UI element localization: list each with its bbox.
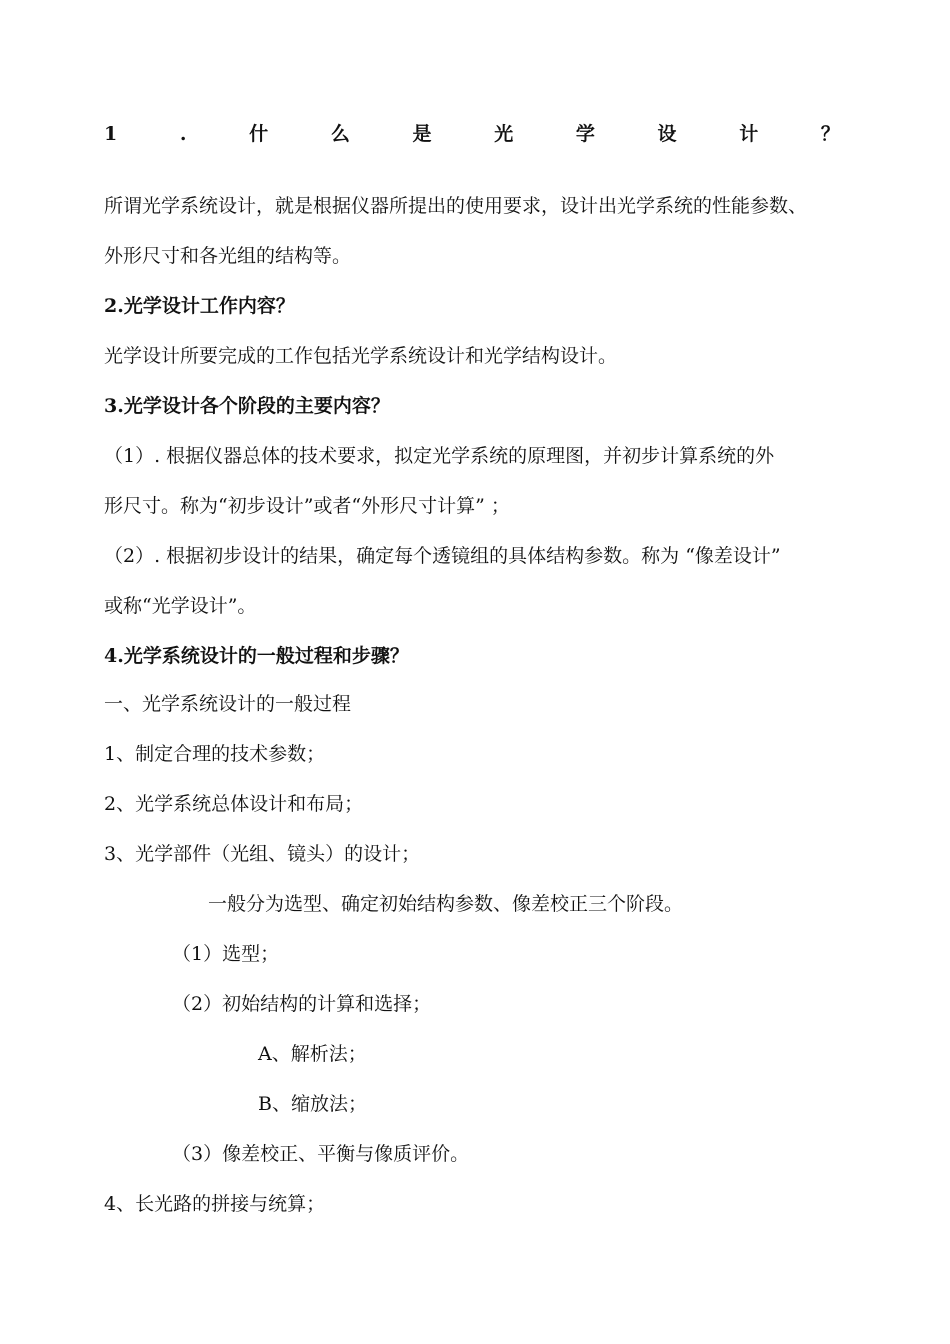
q2-title: 2.光学设计工作内容？ [104, 295, 295, 317]
q1-title-char: 么 [330, 123, 350, 145]
q1-title-char: 计 [739, 123, 759, 145]
q4-line: 2、光学系统总体设计和布局； [104, 793, 364, 815]
q3-paragraph-line: 形尺寸。称为“初步设计”或者“外形尺寸计算” ； [104, 495, 510, 517]
q1-title-char: 是 [412, 123, 432, 145]
q4-line: 1、制定合理的技术参数； [104, 743, 326, 765]
q1-title-char: 什 [249, 123, 269, 145]
q4-line: A、解析法； [258, 1043, 367, 1065]
q1-title-char: 1 [104, 123, 118, 145]
q4-line: 3、光学部件（光组、镜头）的设计； [104, 843, 421, 865]
q1-title-char: 光 [494, 123, 514, 145]
q2-answer: 光学设计所要完成的工作包括光学系统设计和光学结构设计。 [104, 345, 618, 367]
q3-paragraph-line: 或称“光学设计”。 [104, 595, 257, 617]
q4-line: （2）初始结构的计算和选择； [172, 993, 432, 1015]
q4-line: 4、长光路的拼接与统算； [104, 1193, 326, 1215]
q4-line: （1）选型； [172, 943, 280, 965]
q1-title-char: 设 [657, 123, 677, 145]
q4-title: 4.光学系统设计的一般过程和步骤？ [104, 645, 409, 667]
q3-paragraph-line: （1）. 根据仪器总体的技术要求，拟定光学系统的原理图，并初步计算系统的外 [104, 445, 775, 467]
q4-line: 一般分为选型、确定初始结构参数、像差校正三个阶段。 [208, 893, 684, 915]
q4-line: （3）像差校正、平衡与像质评价。 [172, 1143, 470, 1165]
q4-line: B、缩放法； [258, 1093, 367, 1115]
q1-answer-line: 所谓光学系统设计，就是根据仪器所提出的使用要求，设计出光学系统的性能参数、 [104, 195, 808, 217]
q1-title-char: ？ [820, 123, 840, 145]
q1-answer-line: 外形尺寸和各光组的结构等。 [104, 245, 352, 267]
q1-title-char: . [179, 123, 187, 145]
q3-title: 3.光学设计各个阶段的主要内容？ [104, 395, 390, 417]
q1-title-char: 学 [575, 123, 595, 145]
q4-line: 一、光学系统设计的一般过程 [104, 693, 352, 715]
q1-title [104, 122, 840, 146]
q3-paragraph-line: （2）. 根据初步设计的结果，确定每个透镜组的具体结构参数。称为 “像差设计” [104, 545, 781, 567]
